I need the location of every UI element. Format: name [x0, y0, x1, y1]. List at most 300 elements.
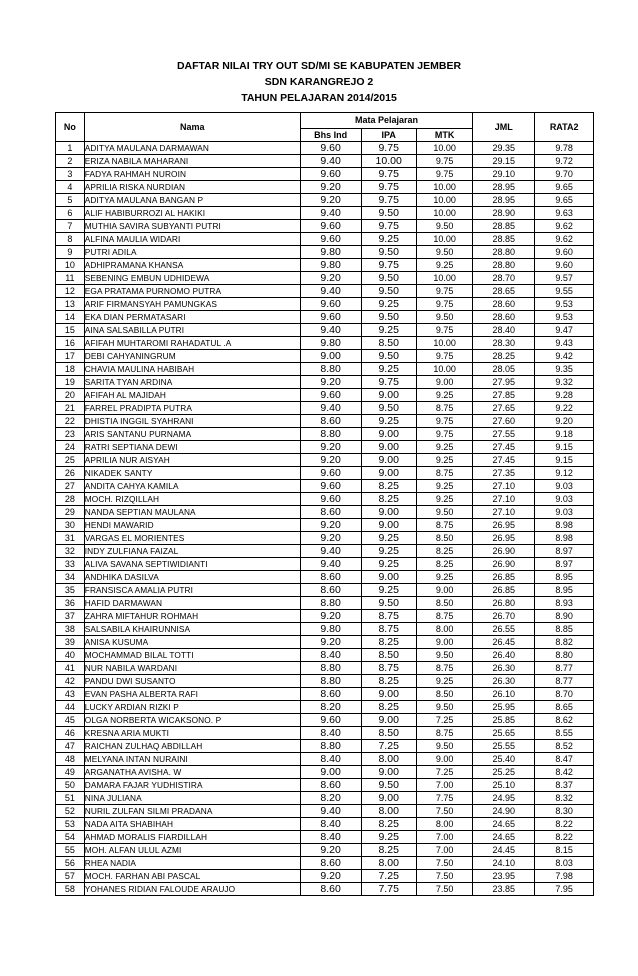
- score-bhs-ind: 9.40: [300, 324, 361, 337]
- row-number: 18: [56, 363, 85, 376]
- score-bhs-ind: 8.80: [300, 597, 361, 610]
- student-name: ALFINA MAULIA WIDARI: [84, 233, 300, 246]
- score-bhs-ind: 9.20: [300, 454, 361, 467]
- score-ipa: 8.75: [361, 662, 416, 675]
- table-row: [56, 207, 594, 220]
- score-rata2: 9.03: [535, 506, 594, 519]
- table-row: [56, 727, 594, 740]
- student-name: RHEA NADIA: [84, 857, 300, 870]
- student-name: ALIVA SAVANA SEPTIWIDIANTI: [84, 558, 300, 571]
- score-rata2: 9.20: [535, 415, 594, 428]
- row-number: 16: [56, 337, 85, 350]
- score-rata2: 9.53: [535, 298, 594, 311]
- score-rata2: 9.62: [535, 220, 594, 233]
- table-row: [56, 584, 594, 597]
- score-jml: 24.65: [473, 818, 535, 831]
- student-name: APRILIA NUR AISYAH: [84, 454, 300, 467]
- row-number: 22: [56, 415, 85, 428]
- score-bhs-ind: 9.40: [300, 545, 361, 558]
- student-name: NUR NABILA WARDANI: [84, 662, 300, 675]
- table-row: [56, 246, 594, 259]
- table-row: [56, 363, 594, 376]
- score-ipa: 9.00: [361, 688, 416, 701]
- table-row: [56, 649, 594, 662]
- score-bhs-ind: 8.40: [300, 727, 361, 740]
- score-bhs-ind: 9.60: [300, 298, 361, 311]
- table-row: [56, 792, 594, 805]
- student-name: VARGAS EL MORIENTES: [84, 532, 300, 545]
- score-mtk: 10.00: [416, 142, 472, 155]
- row-number: 10: [56, 259, 85, 272]
- score-bhs-ind: 8.40: [300, 649, 361, 662]
- table-row: [56, 415, 594, 428]
- score-mtk: 7.00: [416, 831, 472, 844]
- score-mtk: 8.00: [416, 623, 472, 636]
- score-rata2: 8.22: [535, 831, 594, 844]
- score-bhs-ind: 9.20: [300, 519, 361, 532]
- score-ipa: 9.00: [361, 571, 416, 584]
- score-jml: 23.85: [473, 883, 535, 896]
- table-row: [56, 701, 594, 714]
- row-number: 31: [56, 532, 85, 545]
- student-name: AINA SALSABILLA PUTRI: [84, 324, 300, 337]
- table-row: [56, 480, 594, 493]
- score-mtk: 9.25: [416, 493, 472, 506]
- score-ipa: 9.50: [361, 402, 416, 415]
- table-row: [56, 467, 594, 480]
- score-bhs-ind: 8.40: [300, 818, 361, 831]
- student-name: ARIF FIRMANSYAH PAMUNGKAS: [84, 298, 300, 311]
- score-jml: 28.65: [473, 285, 535, 298]
- score-bhs-ind: 8.20: [300, 792, 361, 805]
- student-name: MOCH. FARHAN ABI PASCAL: [84, 870, 300, 883]
- score-rata2: 8.98: [535, 519, 594, 532]
- score-mtk: 9.25: [416, 480, 472, 493]
- col-header-mtk: MTK: [416, 129, 472, 142]
- score-rata2: 8.37: [535, 779, 594, 792]
- student-name: AFIFAH AL MAJIDAH: [84, 389, 300, 402]
- table-row: [56, 142, 594, 155]
- score-rata2: 9.60: [535, 259, 594, 272]
- score-mtk: 8.50: [416, 688, 472, 701]
- score-bhs-ind: 9.40: [300, 558, 361, 571]
- row-number: 53: [56, 818, 85, 831]
- score-mtk: 9.50: [416, 246, 472, 259]
- table-row: [56, 753, 594, 766]
- score-mtk: 7.25: [416, 766, 472, 779]
- score-jml: 25.95: [473, 701, 535, 714]
- table-row: [56, 571, 594, 584]
- score-ipa: 9.00: [361, 389, 416, 402]
- row-number: 32: [56, 545, 85, 558]
- score-mtk: 9.75: [416, 324, 472, 337]
- score-jml: 29.10: [473, 168, 535, 181]
- table-row: [56, 857, 594, 870]
- score-rata2: 7.95: [535, 883, 594, 896]
- score-mtk: 8.50: [416, 597, 472, 610]
- score-jml: 26.10: [473, 688, 535, 701]
- score-bhs-ind: 8.60: [300, 571, 361, 584]
- table-row: [56, 454, 594, 467]
- score-bhs-ind: 9.40: [300, 155, 361, 168]
- score-ipa: 8.75: [361, 610, 416, 623]
- score-jml: 28.95: [473, 194, 535, 207]
- score-bhs-ind: 8.80: [300, 428, 361, 441]
- table-row: [56, 441, 594, 454]
- table-row: [56, 766, 594, 779]
- row-number: 42: [56, 675, 85, 688]
- score-mtk: 8.75: [416, 662, 472, 675]
- score-ipa: 8.25: [361, 844, 416, 857]
- score-bhs-ind: 8.60: [300, 779, 361, 792]
- score-rata2: 8.22: [535, 818, 594, 831]
- row-number: 2: [56, 155, 85, 168]
- table-row: [56, 740, 594, 753]
- score-bhs-ind: 9.20: [300, 194, 361, 207]
- student-name: DAMARA FAJAR YUDHISTIRA: [84, 779, 300, 792]
- row-number: 28: [56, 493, 85, 506]
- row-number: 5: [56, 194, 85, 207]
- student-name: KRESNA ARIA MUKTI: [84, 727, 300, 740]
- score-ipa: 8.25: [361, 701, 416, 714]
- score-bhs-ind: 9.60: [300, 714, 361, 727]
- score-bhs-ind: 9.60: [300, 493, 361, 506]
- row-number: 43: [56, 688, 85, 701]
- student-name: DEBI CAHYANINGRUM: [84, 350, 300, 363]
- row-number: 56: [56, 857, 85, 870]
- student-name: AFIFAH MUHTAROMI RAHADATUL .A: [84, 337, 300, 350]
- row-number: 55: [56, 844, 85, 857]
- score-ipa: 9.25: [361, 324, 416, 337]
- score-rata2: 9.12: [535, 467, 594, 480]
- table-row: [56, 155, 594, 168]
- score-mtk: 7.50: [416, 857, 472, 870]
- score-jml: 24.10: [473, 857, 535, 870]
- score-jml: 25.55: [473, 740, 535, 753]
- score-ipa: 9.00: [361, 519, 416, 532]
- score-rata2: 9.63: [535, 207, 594, 220]
- score-bhs-ind: 9.20: [300, 181, 361, 194]
- score-rata2: 8.55: [535, 727, 594, 740]
- table-row: [56, 168, 594, 181]
- row-number: 58: [56, 883, 85, 896]
- score-ipa: 9.00: [361, 792, 416, 805]
- score-rata2: 9.47: [535, 324, 594, 337]
- score-mtk: 10.00: [416, 337, 472, 350]
- score-bhs-ind: 8.20: [300, 701, 361, 714]
- student-name: MOCHAMMAD BILAL TOTTI: [84, 649, 300, 662]
- student-name: ADITYA MAULANA BANGAN P: [84, 194, 300, 207]
- row-number: 29: [56, 506, 85, 519]
- table-row: [56, 662, 594, 675]
- student-name: ANISA KUSUMA: [84, 636, 300, 649]
- score-jml: 25.40: [473, 753, 535, 766]
- row-number: 24: [56, 441, 85, 454]
- score-mtk: 9.50: [416, 701, 472, 714]
- score-jml: 27.10: [473, 493, 535, 506]
- score-ipa: 9.50: [361, 350, 416, 363]
- score-rata2: 8.95: [535, 584, 594, 597]
- table-row: [56, 285, 594, 298]
- score-jml: 26.70: [473, 610, 535, 623]
- student-name: ALIF HABIBURROZI AL HAKIKI: [84, 207, 300, 220]
- student-name: MOH. ALFAN ULUL AZMI: [84, 844, 300, 857]
- student-name: ZAHRA MIFTAHUR ROHMAH: [84, 610, 300, 623]
- row-number: 50: [56, 779, 85, 792]
- table-row: [56, 610, 594, 623]
- table-row: [56, 558, 594, 571]
- table-row: [56, 623, 594, 636]
- score-mtk: 9.50: [416, 220, 472, 233]
- score-rata2: 9.42: [535, 350, 594, 363]
- score-ipa: 8.25: [361, 675, 416, 688]
- score-jml: 25.65: [473, 727, 535, 740]
- score-jml: 28.05: [473, 363, 535, 376]
- score-rata2: 9.43: [535, 337, 594, 350]
- row-number: 19: [56, 376, 85, 389]
- row-number: 27: [56, 480, 85, 493]
- score-jml: 25.25: [473, 766, 535, 779]
- score-jml: 27.45: [473, 441, 535, 454]
- score-mtk: 10.00: [416, 181, 472, 194]
- title-line-3: TAHUN PELAJARAN 2014/2015: [241, 92, 397, 104]
- student-name: FARREL PRADIPTA PUTRA: [84, 402, 300, 415]
- score-bhs-ind: 9.20: [300, 870, 361, 883]
- score-jml: 26.30: [473, 662, 535, 675]
- row-number: 9: [56, 246, 85, 259]
- score-mtk: 9.25: [416, 571, 472, 584]
- score-bhs-ind: 8.60: [300, 688, 361, 701]
- score-mtk: 9.00: [416, 584, 472, 597]
- score-ipa: 8.00: [361, 805, 416, 818]
- score-rata2: 9.03: [535, 493, 594, 506]
- score-mtk: 8.75: [416, 610, 472, 623]
- score-mtk: 7.00: [416, 779, 472, 792]
- score-jml: 29.35: [473, 142, 535, 155]
- score-mtk: 9.75: [416, 350, 472, 363]
- score-mtk: 10.00: [416, 363, 472, 376]
- score-rata2: 8.80: [535, 649, 594, 662]
- score-mtk: 10.00: [416, 233, 472, 246]
- score-rata2: 8.70: [535, 688, 594, 701]
- table-row: [56, 597, 594, 610]
- score-table: [55, 112, 594, 896]
- score-rata2: 8.03: [535, 857, 594, 870]
- table-row: [56, 181, 594, 194]
- student-name: ERIZA NABILA MAHARANI: [84, 155, 300, 168]
- score-ipa: 9.50: [361, 272, 416, 285]
- row-number: 46: [56, 727, 85, 740]
- score-mtk: 9.75: [416, 155, 472, 168]
- score-ipa: 9.25: [361, 558, 416, 571]
- score-ipa: 9.25: [361, 233, 416, 246]
- table-row: [56, 519, 594, 532]
- score-bhs-ind: 9.80: [300, 246, 361, 259]
- student-name: ANDITA CAHYA KAMILA: [84, 480, 300, 493]
- table-body: [56, 142, 594, 896]
- score-jml: 27.95: [473, 376, 535, 389]
- score-mtk: 7.25: [416, 714, 472, 727]
- score-ipa: 8.75: [361, 623, 416, 636]
- score-jml: 23.95: [473, 870, 535, 883]
- score-mtk: 10.00: [416, 207, 472, 220]
- table-row: [56, 272, 594, 285]
- title-line-2: SDN KARANGREJO 2: [264, 76, 374, 88]
- row-number: 11: [56, 272, 85, 285]
- score-bhs-ind: 9.20: [300, 441, 361, 454]
- score-ipa: 9.50: [361, 207, 416, 220]
- score-mtk: 8.50: [416, 532, 472, 545]
- score-rata2: 9.60: [535, 246, 594, 259]
- score-rata2: 9.72: [535, 155, 594, 168]
- table-row: [56, 350, 594, 363]
- score-jml: 27.65: [473, 402, 535, 415]
- score-ipa: 9.00: [361, 441, 416, 454]
- row-number: 8: [56, 233, 85, 246]
- table-row: [56, 545, 594, 558]
- score-rata2: 9.15: [535, 454, 594, 467]
- score-mtk: 9.75: [416, 428, 472, 441]
- row-number: 25: [56, 454, 85, 467]
- table-header: [56, 113, 594, 142]
- score-bhs-ind: 9.60: [300, 142, 361, 155]
- col-header-bhs-ind: Bhs Ind: [300, 129, 361, 142]
- row-number: 7: [56, 220, 85, 233]
- table-row: [56, 805, 594, 818]
- score-rata2: 9.32: [535, 376, 594, 389]
- col-header-jml: JML: [473, 113, 535, 142]
- student-name: NURIL ZULFAN SILMI PRADANA: [84, 805, 300, 818]
- score-ipa: 9.75: [361, 194, 416, 207]
- score-bhs-ind: 9.20: [300, 610, 361, 623]
- score-rata2: 8.85: [535, 623, 594, 636]
- table-row: [56, 831, 594, 844]
- row-number: 4: [56, 181, 85, 194]
- score-bhs-ind: 9.80: [300, 337, 361, 350]
- score-mtk: 9.00: [416, 753, 472, 766]
- score-rata2: 9.35: [535, 363, 594, 376]
- score-mtk: 9.50: [416, 506, 472, 519]
- score-ipa: 9.50: [361, 246, 416, 259]
- score-rata2: 9.03: [535, 480, 594, 493]
- score-bhs-ind: 8.40: [300, 753, 361, 766]
- table-row: [56, 493, 594, 506]
- score-bhs-ind: 9.40: [300, 285, 361, 298]
- student-name: PUTRI ADILA: [84, 246, 300, 259]
- row-number: 21: [56, 402, 85, 415]
- score-jml: 28.95: [473, 181, 535, 194]
- student-name: ANDHIKA DASILVA: [84, 571, 300, 584]
- score-jml: 28.30: [473, 337, 535, 350]
- row-number: 57: [56, 870, 85, 883]
- score-jml: 26.45: [473, 636, 535, 649]
- score-ipa: 9.75: [361, 181, 416, 194]
- score-ipa: 7.25: [361, 870, 416, 883]
- row-number: 48: [56, 753, 85, 766]
- student-name: HENDI MAWARID: [84, 519, 300, 532]
- score-ipa: 8.50: [361, 337, 416, 350]
- score-rata2: 9.53: [535, 311, 594, 324]
- row-number: 20: [56, 389, 85, 402]
- student-name: NIKADEK SANTY: [84, 467, 300, 480]
- score-rata2: 9.57: [535, 272, 594, 285]
- score-bhs-ind: 9.80: [300, 259, 361, 272]
- score-ipa: 9.50: [361, 597, 416, 610]
- row-number: 34: [56, 571, 85, 584]
- table-row: [56, 532, 594, 545]
- score-rata2: 8.97: [535, 545, 594, 558]
- score-rata2: 9.65: [535, 181, 594, 194]
- score-bhs-ind: 9.20: [300, 376, 361, 389]
- score-mtk: 9.50: [416, 649, 472, 662]
- score-rata2: 8.90: [535, 610, 594, 623]
- table-row: [56, 506, 594, 519]
- score-mtk: 9.75: [416, 298, 472, 311]
- score-jml: 27.35: [473, 467, 535, 480]
- score-mtk: 7.00: [416, 844, 472, 857]
- row-number: 30: [56, 519, 85, 532]
- row-number: 52: [56, 805, 85, 818]
- score-bhs-ind: 8.60: [300, 584, 361, 597]
- title-line-1: DAFTAR NILAI TRY OUT SD/MI SE KABUPATEN JEMBER: [176, 60, 462, 72]
- score-bhs-ind: 9.60: [300, 311, 361, 324]
- score-bhs-ind: 9.20: [300, 272, 361, 285]
- student-name: NINA JULIANA: [84, 792, 300, 805]
- score-jml: 26.55: [473, 623, 535, 636]
- table-row: [56, 220, 594, 233]
- score-jml: 25.85: [473, 714, 535, 727]
- score-mtk: 9.00: [416, 636, 472, 649]
- table-row: [56, 675, 594, 688]
- col-header-rata2: RATA2: [535, 113, 594, 142]
- score-bhs-ind: 9.60: [300, 168, 361, 181]
- score-ipa: 8.50: [361, 649, 416, 662]
- student-name: EGA PRATAMA PURNOMO PUTRA: [84, 285, 300, 298]
- student-name: NANDA SEPTIAN MAULANA: [84, 506, 300, 519]
- score-rata2: 9.70: [535, 168, 594, 181]
- score-ipa: 9.75: [361, 259, 416, 272]
- student-name: MUTHIA SAVIRA SUBYANTI PUTRI: [84, 220, 300, 233]
- score-mtk: 8.25: [416, 545, 472, 558]
- score-mtk: 9.00: [416, 376, 472, 389]
- score-jml: 24.65: [473, 831, 535, 844]
- table-row: [56, 259, 594, 272]
- table-row: [56, 376, 594, 389]
- score-jml: 28.25: [473, 350, 535, 363]
- student-name: SARITA TYAN ARDINA: [84, 376, 300, 389]
- score-ipa: 9.75: [361, 220, 416, 233]
- score-mtk: 9.50: [416, 311, 472, 324]
- row-number: 51: [56, 792, 85, 805]
- row-number: 47: [56, 740, 85, 753]
- score-bhs-ind: 9.00: [300, 350, 361, 363]
- score-mtk: 9.50: [416, 740, 472, 753]
- score-ipa: 9.75: [361, 168, 416, 181]
- table-row: [56, 428, 594, 441]
- score-jml: 28.85: [473, 233, 535, 246]
- student-name: AHMAD MORALIS FIARDILLAH: [84, 831, 300, 844]
- score-bhs-ind: 9.20: [300, 844, 361, 857]
- score-jml: 27.85: [473, 389, 535, 402]
- score-bhs-ind: 9.00: [300, 766, 361, 779]
- score-mtk: 10.00: [416, 272, 472, 285]
- score-bhs-ind: 8.40: [300, 831, 361, 844]
- score-jml: 27.10: [473, 506, 535, 519]
- row-number: 41: [56, 662, 85, 675]
- score-rata2: 8.62: [535, 714, 594, 727]
- score-bhs-ind: 9.60: [300, 233, 361, 246]
- score-bhs-ind: 8.60: [300, 415, 361, 428]
